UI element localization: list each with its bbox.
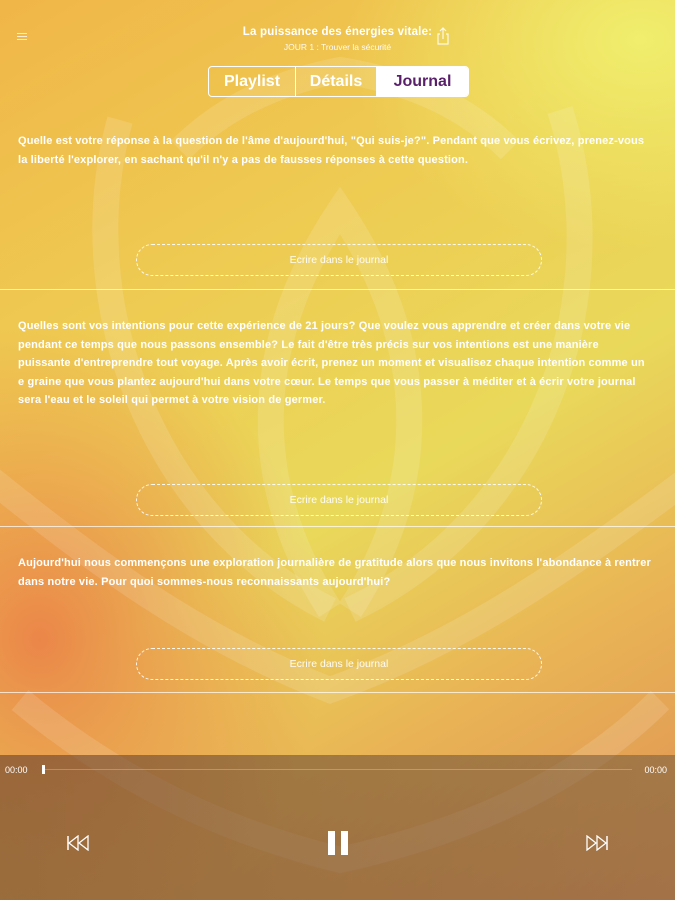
tab-playlist[interactable]: Playlist <box>209 67 296 96</box>
divider <box>0 526 675 527</box>
skip-next-icon[interactable] <box>585 835 609 851</box>
divider <box>0 692 675 693</box>
session-title: La puissance des énergies vitale: <box>242 26 433 38</box>
write-journal-button-2[interactable]: Ecrire dans le journal <box>136 484 542 516</box>
tab-details[interactable]: Détails <box>296 67 377 96</box>
audio-player <box>0 755 675 900</box>
write-journal-button-3[interactable]: Ecrire dans le journal <box>136 648 542 680</box>
progress-track[interactable] <box>42 769 632 770</box>
pause-icon[interactable] <box>326 830 350 856</box>
journal-question-1: Quelle est votre réponse à la question de l'âme d'aujourd'hui, "Qui suis-je?". Pendant que vous écrivez, prenez-vous la liberté l'explorer, en sachant qu'il n'y a pas de fausses réponses à cette question. <box>18 135 645 166</box>
header <box>0 0 675 56</box>
write-journal-button-1[interactable]: Ecrire dans le journal <box>136 244 542 276</box>
skip-previous-icon[interactable] <box>66 835 90 851</box>
total-time: 00:00 <box>644 765 667 775</box>
menu-icon[interactable] <box>17 33 27 40</box>
journal-question-3: Aujourd'hui nous commençons une exploration journalière de gratitude alors que nous invitons l'abondance à rentrer dans notre vie. Pour quoi sommes-nous reconnaissants aujourd'hui? <box>18 557 651 588</box>
divider <box>0 289 675 290</box>
session-subtitle: JOUR 1 : Trouver la sécurité <box>283 42 392 52</box>
progress-thumb[interactable] <box>42 765 45 774</box>
journal-question-2: Quelles sont vos intentions pour cette expérience de 21 jours? Que voulez vous apprendre et créer dans votre vie pendant ce temps que nous passons ensemble? Le fait d'être très précis sur vos intentions est une manière puissante d'entreprendre tout voyage. Après avoir écrit, prenez un moment et visualisez chaque intention comme un e graine que vous plantez aujourd'hui dans votre cœur. Le temps que vous passer à méditer et à écrir votre journal sera l'eau et le soleil qui permet à votre vision de germer. <box>18 320 645 406</box>
elapsed-time: 00:00 <box>5 765 28 775</box>
share-icon[interactable] <box>436 27 450 45</box>
tab-bar <box>208 66 469 97</box>
tab-journal[interactable]: Journal <box>377 67 468 96</box>
